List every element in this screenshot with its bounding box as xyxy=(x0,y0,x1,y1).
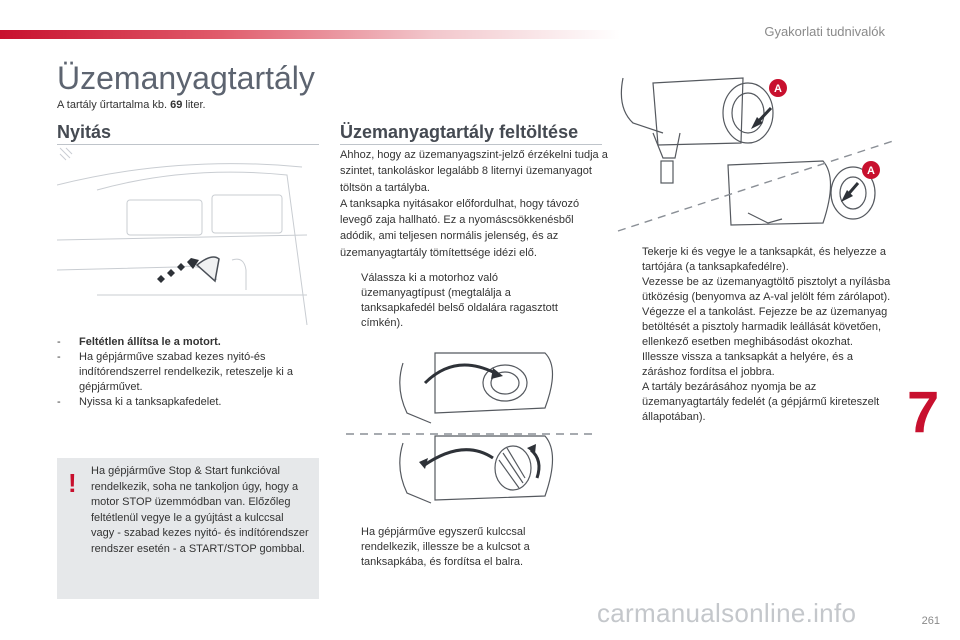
capacity-suffix: liter. xyxy=(182,99,206,111)
page-number: 261 xyxy=(921,615,940,627)
step-text: Ha gépjárműve szabad kezes nyitó-és indítórendszerrel rendelkezik, reteszelje ki a gépjárművet. xyxy=(79,351,293,393)
refuel-step xyxy=(621,305,891,350)
refuel-step xyxy=(621,350,891,380)
stop-start-warning-box xyxy=(57,458,319,599)
intro-paragraph: A tanksapka nyitásakor előfordulhat, hogy távozó levegő zaja hallható. Ez a nyomáscsökkenésből adódik, ami teljesen normális jelenség, és az üzemanyagtartály tömítettsége idézi elő. xyxy=(340,197,580,259)
refuel-step xyxy=(621,275,891,305)
refuel-intro xyxy=(340,147,610,261)
dashed-separator xyxy=(346,431,598,437)
fuel-nozzle-diagram xyxy=(613,73,898,235)
step-text: Ha gépjárműve egyszerű kulccsal rendelkezik, illessze be a kulcsot a tanksapkába, és fordítsa el balra. xyxy=(361,526,530,568)
refuel-step xyxy=(621,380,891,425)
step-dash: - xyxy=(57,336,61,348)
refuel-steps xyxy=(621,245,891,425)
intro-paragraph: Ahhoz, hogy az üzemanyagszint-jelző érzékelni tudja a szintet, tankoláskor legalább 8 liternyi üzemanyagot töltsön a tartályba. xyxy=(340,149,608,194)
opening-step xyxy=(57,350,319,395)
section-title-refuel: Üzemanyagtartály feltöltése xyxy=(340,122,579,142)
step-dash: - xyxy=(57,351,61,363)
chapter-title: Gyakorlati tudnivalók xyxy=(764,24,885,39)
section-title-opening: Nyitás xyxy=(57,122,112,142)
bullet-icon xyxy=(621,305,642,350)
capacity-value: 69 xyxy=(170,99,183,111)
refuel-step xyxy=(621,245,891,275)
chapter-number-badge: 7 xyxy=(907,380,940,445)
bullet-icon xyxy=(340,525,361,570)
step-text: A tartály bezárásához nyomja be az üzemanyagtartály fedelét (a gépjármű kireteszelt állapotában). xyxy=(642,381,880,423)
bullet-icon xyxy=(621,245,642,275)
bullet-icon xyxy=(340,271,361,331)
opening-step xyxy=(57,395,319,410)
step-dash: - xyxy=(57,396,61,408)
tank-capacity xyxy=(57,99,206,111)
step-text: Nyissa ki a tanksapkafedelet. xyxy=(79,396,222,408)
step-fuel-type xyxy=(340,271,570,331)
page-title: Üzemanyagtartály xyxy=(57,60,315,96)
opening-steps xyxy=(57,335,319,410)
diagram-label-a: A xyxy=(774,83,782,95)
step-text: Vezesse be az üzemanyagtöltő pisztolyt a nyílásba ütközésig (benyomva az A-val jelölt fém zárólapot). xyxy=(642,276,891,303)
bullet-icon xyxy=(621,350,642,380)
warning-text: Ha gépjárműve Stop & Start funkcióval rendelkezik, soha ne tankoljon úgy, hogy a motor STOP üzemmódban van. Előzőleg feltétlenül vegye le a gyújtást a kulccsal vagy - szabad kezes nyitó- és indítórendszer rendszer esetén - a START/STOP gombbal. xyxy=(91,465,309,555)
bullet-icon xyxy=(621,380,642,425)
step-text: Tekerje ki és vegye le a tanksapkát, és helyezze a tartójára (a tanksapkafedélre). xyxy=(642,246,886,273)
step-key-cap xyxy=(340,525,570,570)
van-fuel-flap-illustration xyxy=(57,145,319,325)
opening-step xyxy=(57,335,319,350)
step-text: Illessze vissza a tanksapkát a helyére, és a záráshoz fordítsa el jobbra. xyxy=(642,351,853,378)
step-text: Feltétlen állítsa le a motort. xyxy=(79,336,221,348)
header-red-band xyxy=(0,30,620,39)
bullet-icon xyxy=(621,275,642,305)
fuel-cap-diagram xyxy=(395,348,565,508)
step-text: Végezze el a tankolást. Fejezze be az üzemanyag betöltését a pisztoly harmadik leállását követően, ellenkező esetben meghibásodást okozhat. xyxy=(642,306,888,348)
watermark: carmanualsonline.info xyxy=(597,598,857,628)
section-divider xyxy=(340,144,602,145)
step-text: Válassza ki a motorhoz való üzemanyagtípust (megtalálja a tanksapkafedél belső oldalára ragasztott címkén). xyxy=(361,272,558,329)
capacity-prefix: A tartály űrtartalma kb. xyxy=(57,99,171,111)
warning-exclamation-icon: ! xyxy=(68,468,77,498)
diagram-label-a: A xyxy=(867,165,875,177)
